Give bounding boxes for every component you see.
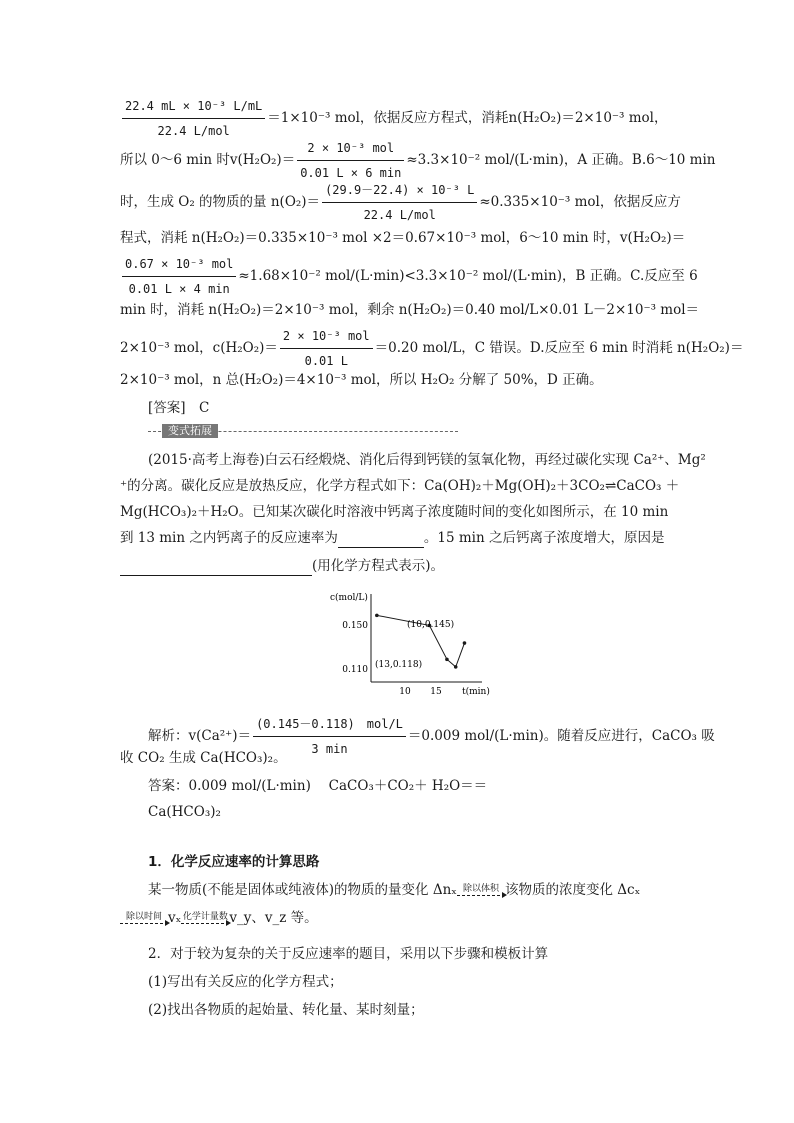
problem-line-1: (2015·高考上海卷)白云石经煅烧、消化后得到钙镁的氢氧化物，再经过碳化实现 Ca²⁺、Mg² (148, 452, 706, 468)
calcium-concentration-chart (322, 584, 492, 702)
arrow-divide-time (120, 912, 168, 928)
solution-line-1 (120, 96, 668, 141)
summary-line-2 (120, 908, 318, 928)
data-point (454, 665, 458, 669)
summary-step-1: (1)写出有关反应的化学方程式； (148, 974, 343, 990)
fraction-denominator: 3 min (311, 742, 348, 756)
fraction-5 (280, 326, 373, 371)
annotation: (10,0.145) (407, 620, 455, 630)
solution-line-7 (120, 326, 743, 371)
x-tick-label: 15 (430, 687, 442, 697)
fraction-numerator: 2 × 10⁻³ mol (280, 326, 373, 349)
text: 到 13 min 之内钙离子的反应速率为 (120, 530, 338, 546)
text: ＝1×10⁻³ mol，依据反应方程式，消耗 (267, 110, 509, 126)
arrow-divide-volume (457, 884, 505, 900)
text: v_y、v_z 等。 (229, 910, 318, 926)
answer-blank[interactable] (120, 557, 312, 576)
answer-line: [答案] C (148, 400, 210, 416)
fraction-numerator: (29.9－22.4) × 10⁻³ L (322, 180, 477, 203)
solution-line-5 (120, 254, 698, 299)
summary-heading-2: 2．对于较为复杂的关于反应速率的题目，采用以下步骤和模板计算 (148, 946, 549, 962)
analysis-line-2: 收 CO₂ 生成 Ca(HCO₃)₂。 (120, 750, 287, 766)
fraction-numerator: 2 × 10⁻³ mol (297, 138, 404, 161)
text: v(H₂O₂)＝ (229, 152, 296, 168)
text: ＝0.009 mol/(L·min)。随着反应进行，CaCO₃ 吸 (407, 728, 715, 744)
solution-line-4: 程式，消耗 n(H₂O₂)＝0.335×10⁻³ mol ×2＝0.67×10⁻³ mol，6～10 min 时，v(H₂O₂)＝ (120, 230, 686, 246)
fraction-numerator: (0.145－0.118) mol/L (253, 714, 406, 737)
fraction-numerator: 22.4 mL × 10⁻³ L/mL (122, 96, 265, 119)
summary-line-1 (148, 880, 640, 900)
text: ＝2×10⁻³ mol， (561, 110, 668, 126)
section-tag: 变式拓展 (162, 424, 218, 438)
x-tick-label: 10 (399, 687, 411, 697)
fraction-denominator: 0.01 L (304, 354, 348, 368)
arrow-icon (120, 923, 168, 928)
text: n(H₂O₂) (508, 110, 562, 126)
data-point (463, 641, 467, 645)
problem-line-5 (120, 556, 444, 576)
answer-blank[interactable] (338, 529, 424, 548)
arrow-icon (181, 923, 229, 928)
problem-line-2: ⁺的分离。碳化反应是放热反应，化学方程式如下：Ca(OH)₂＋Mg(OH)₂＋3CO₂⇌CaCO₃ ＋ (120, 478, 680, 494)
arrow-icon (457, 895, 505, 900)
answer-line-1: 答案：0.009 mol/(L·min) CaCO₃＋CO₂＋ H₂O＝＝ (148, 778, 488, 794)
solution-line-2 (120, 138, 715, 183)
text: 解析：v(Ca²⁺)＝ (148, 728, 252, 744)
fraction-denominator: 0.01 L × 6 min (300, 166, 402, 180)
text: 该物质的浓度变化 Δcₓ (505, 882, 641, 898)
data-point (375, 614, 379, 618)
fraction-4 (122, 254, 236, 299)
solution-line-6: min 时，消耗 n(H₂O₂)＝2×10⁻³ mol，剩余 n(H₂O₂)＝0.40 mol/L×0.01 L－2×10⁻³ mol＝ (120, 302, 700, 318)
text: ≈1.68×10⁻² mol/(L·min)<3.3×10⁻² mol/(L·min)，B 正确。C.反应至 6 (238, 268, 698, 284)
arrow-label: 化学计量数 (182, 912, 228, 922)
summary-heading-1: 1．化学反应速率的计算思路 (148, 854, 320, 870)
text: (用化学方程式表示)。 (312, 558, 445, 574)
fraction-2 (297, 138, 404, 183)
answer-line-2: Ca(HCO₃)₂ (148, 804, 221, 820)
solution-line-3 (120, 180, 681, 225)
solution-line-8: 2×10⁻³ mol，n 总(H₂O₂)＝4×10⁻³ mol，所以 H₂O₂ 分解了 50%，D 正确。 (120, 372, 603, 388)
data-point (445, 658, 449, 662)
text: ＝0.20 mol/L，C 错误。D.反应至 6 min 时消耗 n(H₂O₂)＝ (374, 340, 744, 356)
arrow-stoichiometry (181, 912, 229, 928)
text: 某一物质(不能是固体或纯液体)的物质的量变化 Δnₓ (148, 882, 457, 898)
y-axis-label: c(mol/L) (330, 593, 368, 603)
fraction-denominator: 22.4 L/mol (157, 124, 230, 138)
problem-line-3: Mg(HCO₃)₂＋H₂O。已知某次碳化时溶液中钙离子浓度随时间的变化如图所示，在 10 min (120, 504, 669, 520)
text: 。15 min 之后钙离子浓度增大，原因是 (423, 530, 665, 546)
text: ≈0.335×10⁻³ mol，依据反应方 (479, 194, 681, 210)
fraction-1 (122, 96, 265, 141)
text: vₓ (168, 910, 182, 926)
fraction-3 (322, 180, 477, 225)
summary-step-2: (2)找出各物质的起始量、转化量、某时刻量； (148, 1002, 424, 1018)
text: 时，生成 O₂ 的物质的量 n(O₂)＝ (120, 194, 321, 210)
fraction-denominator: 0.01 L × 4 min (128, 282, 230, 296)
section-bar (148, 424, 464, 438)
y-tick-label: 0.110 (342, 665, 368, 675)
arrow-label: 除以时间 (125, 912, 162, 922)
fraction-denominator: 22.4 L/mol (363, 208, 436, 222)
fraction-numerator: 0.67 × 10⁻³ mol (122, 254, 236, 277)
problem-line-4 (120, 528, 664, 548)
y-tick-label: 0.150 (342, 621, 368, 631)
text: 2×10⁻³ mol，c(H₂O₂)＝ (120, 340, 278, 356)
text: 所以 0～6 min 时 (120, 152, 230, 168)
text: ≈3.3×10⁻² mol/(L·min)，A 正确。B.6～10 min (406, 152, 716, 168)
x-axis-label: t(min) (462, 687, 490, 697)
annotation: (13,0.118) (375, 660, 423, 670)
arrow-label: 除以体积 (462, 884, 499, 894)
